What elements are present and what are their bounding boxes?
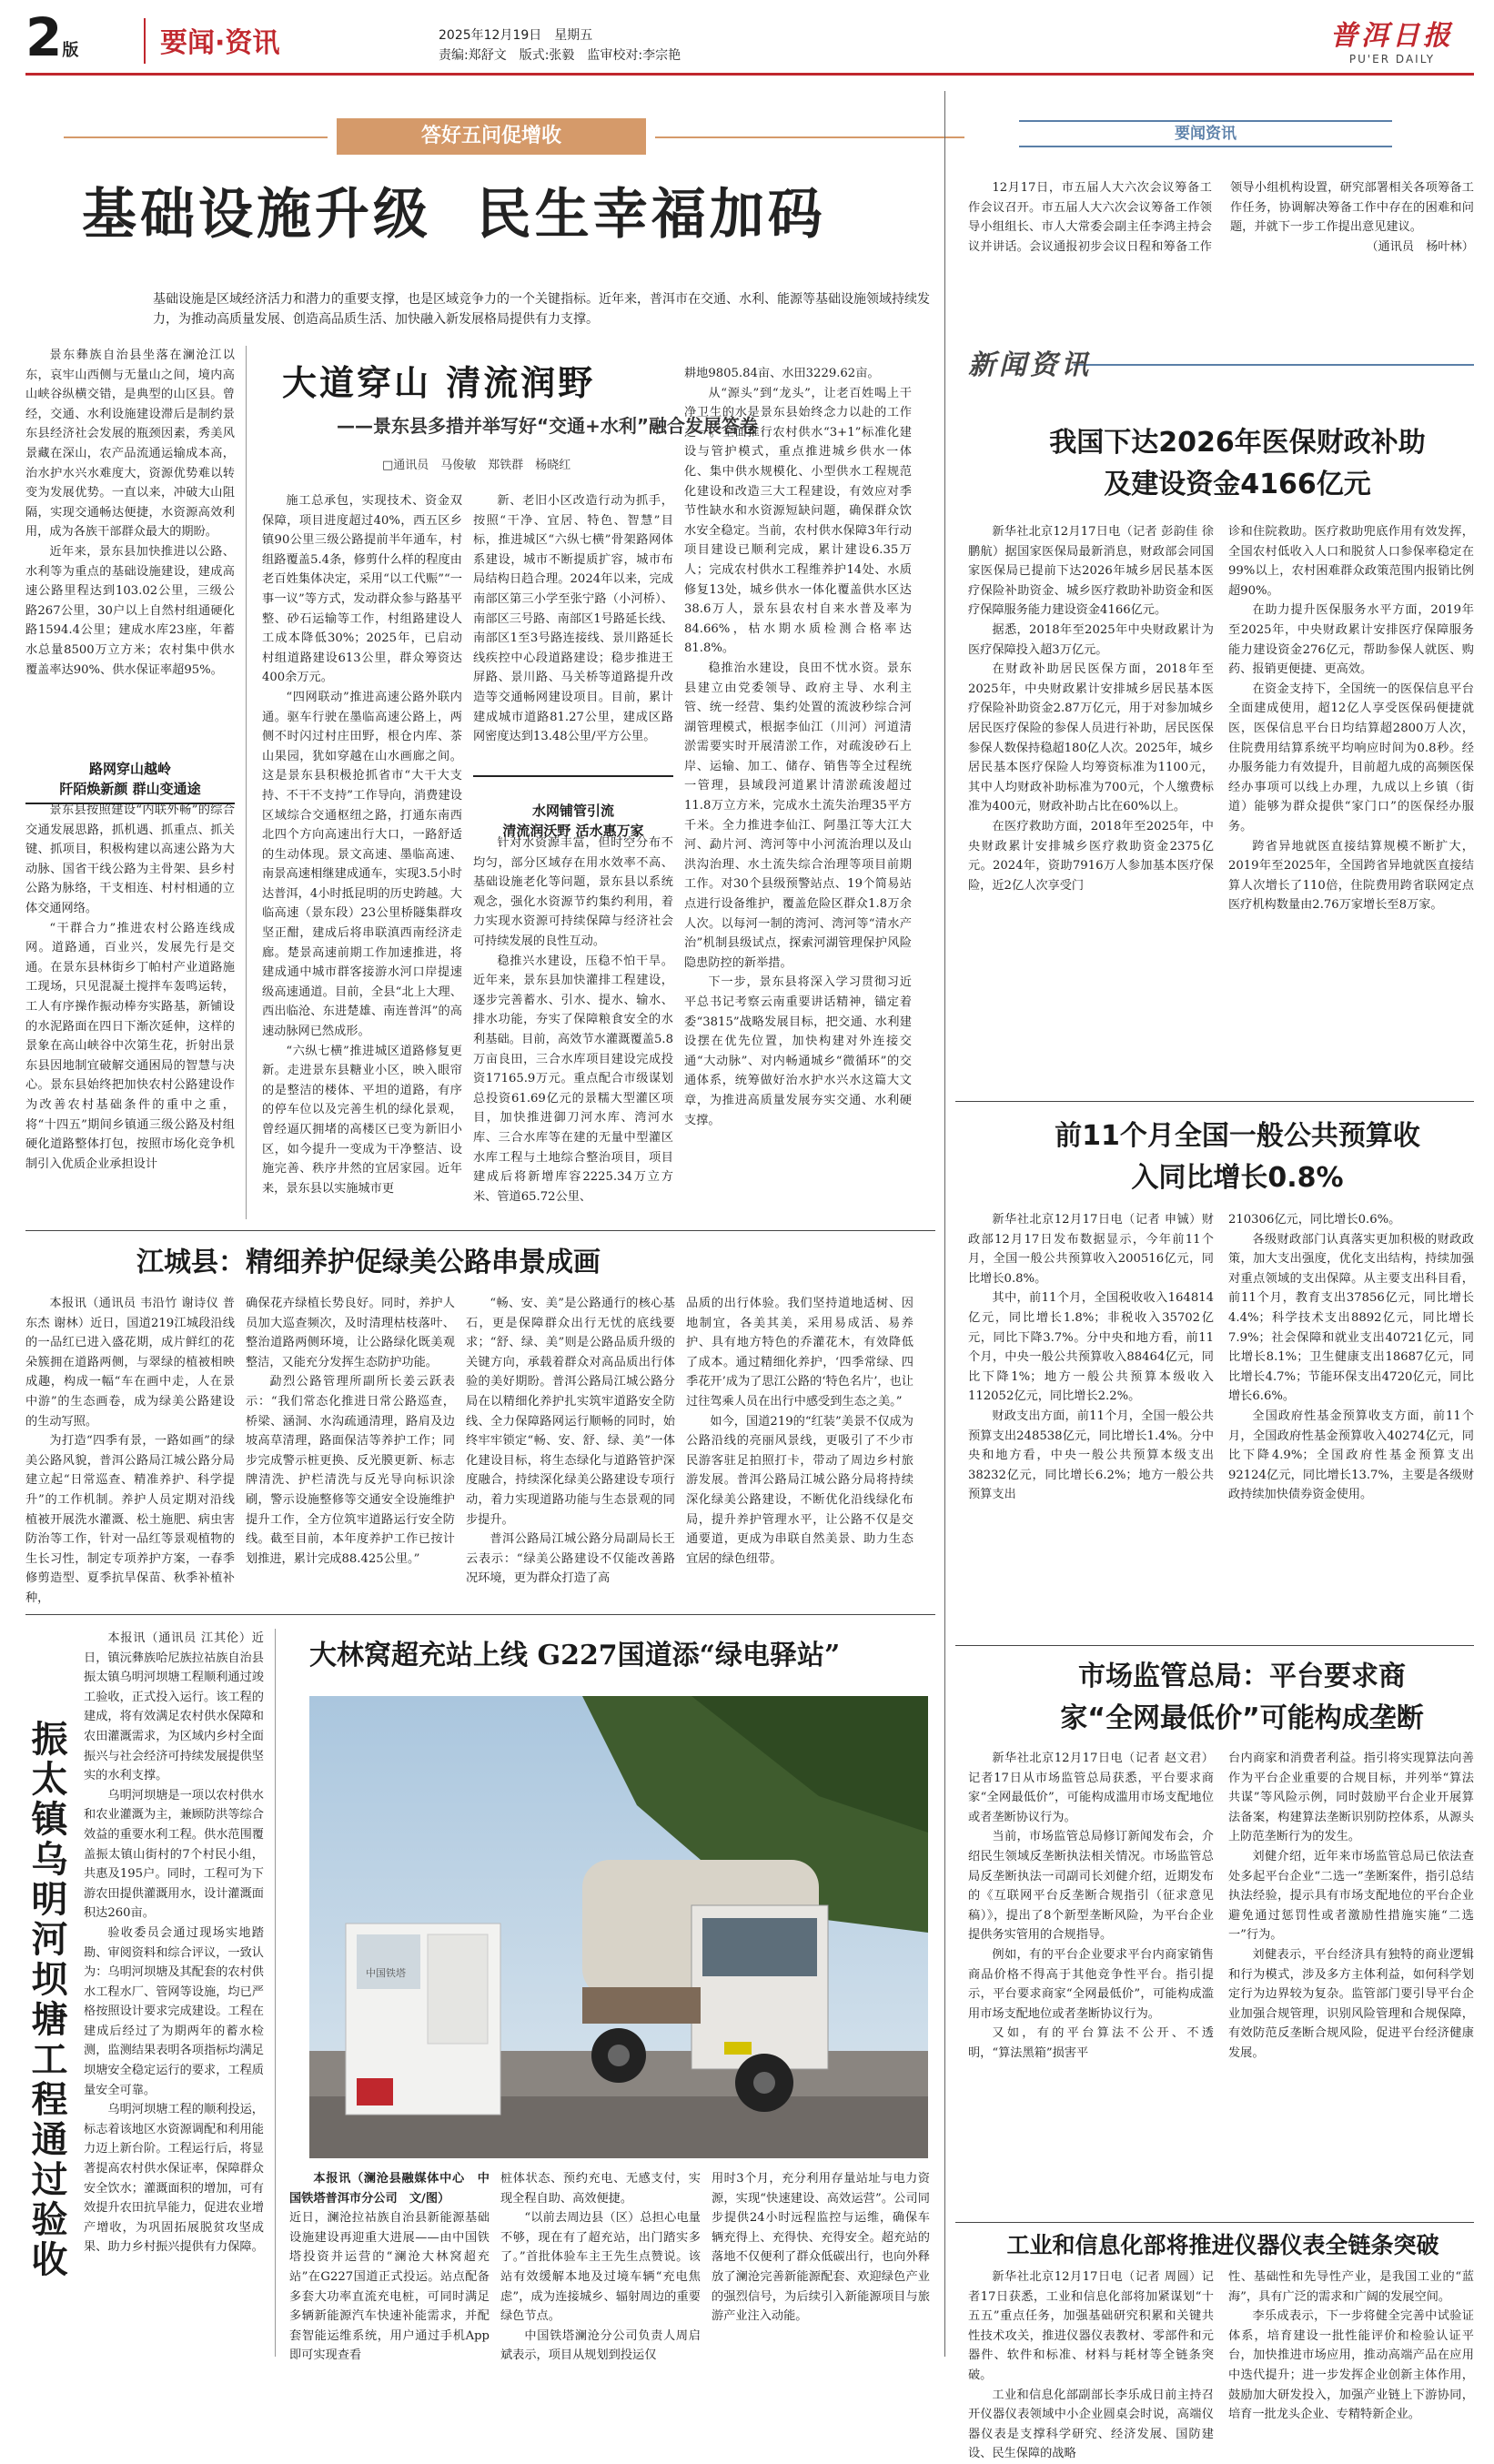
right-column-rule [944, 91, 945, 2357]
a1-col1-top: 景东彝族自治县坐落在澜沧江以东，哀牢山西侧与无量山之间，境内高山峡谷纵横交错，是典型的山区县。曾经，交通、水利设施建设滞后是制约景东县经济社会发展的瓶颈因素，秀美风景藏在深山，农产品流通运输成本高，治水护水兴水难度大，资源优势难以转变为发展优势。一直以来，冲破大山阻隔，实现交通畅达便捷，水资源高效利用，成为各族干部群众最大的期盼。 近年来，景东县加快推进以公路、水利等为重点的基础设施建设，建成高速公路里程达到103.02公里，三级公路267公里，30户以上自然村组通硬化路1594.4公里；建成水库23座，年蓄水总量8500万立方米；农村集中供水覆盖率达90%、供水保证率超95%。 [25, 348, 235, 677]
a4-byline: 本报讯（澜沧县融媒体中心 中国铁塔普洱市分公司 文/图） [289, 2172, 490, 2206]
page-number: 2版 [25, 6, 79, 68]
a1-subhead-roads: 路网穿山越岭 阡陌焕新颜 群山变通途 [25, 739, 235, 804]
a2-col3: “畅、安、美”是公路通行的核心基石，更是保障群众出行无忧的底线要求；“舒、绿、美”则是公路品质升级的关键方向，承载着群众对高品质出行体验的美好期盼。普洱公路局江城公路分局在以精细化养护扎实筑牢道路安全防线、全力保障路网运行顺畅的同时，始终牢牢锁定“畅、安、舒、绿、美”一体化建设目标，将生态绿化与道路管护深度融合，持续深化绿美公路建设专项行动，着力实现道路功能与生态景观的同步提升。 普洱公路局江城公路分局副局长王云表示：“绿美公路建设不仅能改善路况环境，更为群众打造了高 [466, 1297, 675, 1586]
n1-rule [955, 1101, 1474, 1102]
newsbar: 新闻资讯 [955, 337, 1474, 391]
brief-body: 12月17日，市五届人大六次会议筹备工作会议召开。市五届人大六次会议筹备工作领导小组组长、市人大常委会副主任李鸿主持会议并讲话。会议通报初步会议日程和筹备工作领导小组机构设置，研究部署相关各项筹备工作任务，协调解决筹备工作中存在的困难和问题，并就下一步工作提出意见建议。 （通讯员 杨叶林） [968, 181, 1474, 254]
n2-col1: 新华社北京12月17日电（记者 申铖）财政部12月17日发布数据显示，今年前11个月，全国一般公共预算收入200516亿元，同比增长0.8%。 其中，前11个月，全国税收收入164814亿元，同比增长1.8%；非税收入35702亿元，同比下降3.7%。分中央和地方看，前11个月，中央一般公共预算收入88464亿元，同比下降1%；地方一般公共预算本级收入112052亿元，同比增长2.2%。 财政支出方面，前11个月，全国一般公共预算支出248538亿元，同比增长1.4%。分中央和地方看，中央一般公共预算本级支出38232亿元，同比增长6.2%；地方一般公共预算支出 [968, 1213, 1214, 1502]
n2-col2: 210306亿元，同比增长0.6%。 各级财政部门认真落实更加积极的财政政策，加大支出强度，优化支出结构，持续加强对重点领域的支出保障。从主要支出科目看，前11个月，教育支出37856亿元，同比增长4.4%；科学技术支出8892亿元，同比增长7.9%；社会保障和就业支出40721亿元，同比增长8.1%；卫生健康支出18687亿元，同比增长4.7%；节能环保支出4720亿元，同比增长6.6%。 全国政府性基金预算收支方面，前11个月，全国政府性基金预算收入40274亿元，同比下降4.9%；全国政府性基金预算支出92124亿元，同比增长13.7%，主要是各级财政持续加快债券资金使用。 [1228, 1213, 1474, 1502]
a4-col2: 桩体状态、预约充电、无感支付，实现全程自助、高效便捷。 “以前去周边县（区）总担心电量不够，现在有了超充站，出门踏实多了。”首批体验车主王先生点赞说。该站有效缓解本地及过境车辆“充电焦虑”，成为连接城乡、辐射周边的重要绿色节点。 中国铁塔澜沧分公司负责人周启斌表示，项目从规划到投运仅 [500, 2172, 701, 2363]
a3-body: 本报讯（通讯员 江其伦）近日，镇沅彝族哈尼族拉祜族自治县振太镇乌明河坝塘工程顺利通过竣工验收，正式投入运行。该工程的建成，将有效满足农村供水保障和农田灌溉需求，为区域内乡村全面振兴与社会经济可持续发展提供坚实的水利支撑。 乌明河坝塘是一项以农村供水和农业灌溉为主，兼顾防洪等综合效益的重要水利工程。供水范围覆盖振太镇山街村的7个村民小组，共惠及195户。同时，工程可为下游农田提供灌溉用水，设计灌溉面积达260亩。 验收委员会通过现场实地踏勘、审阅资料和综合评议，一致认为：乌明河坝塘及其配套的农村供水工程水厂、管网等设施，均已严格按照设计要求完成建设。工程在建成后经过了为期两年的蓄水检测，监测结果表明各项指标均满足坝塘安全稳定运行的要求，工程质量安全可靠。 乌明河坝塘工程的顺利投运，标志着该地区水资源调配和利用能力迈上新台阶。工程运行后，将显著提高农村供水保证率，保障群众安全饮水；灌溉面积的增加，可有效提升农田抗旱能力，促进农业增产增收，为巩固拓展脱贫攻坚成果、助力乡村振兴提供有力保障。 [84, 1631, 264, 2255]
n4-col1: 新华社北京12月17日电（记者 周圆）记者17日获悉，工业和信息化部将加紧谋划“十五五”重点任务，加强基础研究积累和关键共性技术攻关，推进仪器仪表教材、零部件和元器件、软件和标准、材料与耗材等全链条突破。 工业和信息化部副部长李乐成日前主持召开仪器仪表领域中小企业圆桌会时说，高端仪器仪表是支撑科学研究、经济发展、国防建设、民生保障的战略 [968, 2270, 1214, 2461]
n4-col2: 性、基础性和先导性产业，是我国工业的“蓝海”，具有广泛的需求和广阔的发展空间。 李乐成表示，下一步将健全完善中试验证体系，培育建设一批性能评价和检验认证平台，加快推进市场应用，推动高端产品在应用中迭代提升；进一步发挥企业创新主体作用，鼓励加大研发投入，加强产业链上下游协同，培育一批龙头企业、专精特新企业。 [1228, 2270, 1474, 2422]
n2-title: 前11个月全国一般公共预算收入同比增长0.8% [1055, 1120, 1420, 1194]
n3-rule [955, 2222, 1474, 2223]
a3-rule [275, 1629, 276, 2357]
a1-col3-top: 新、老旧小区改造行动为抓手，按照“干净、宜居、特色、智慧”目标，推进城区“六纵七横”骨架路网体系建设，城市不断提质扩容，城市布局结构日趋合理。2024年以来，完成南部区第三小学至张宁路（小河桥）、南部区三号路、南部区1号路延长线、南部区1至3号路连接线、景川路延长线疾控中心段道路建设；稳步推进王屏路、景川路、马关桥等道路提升改造等交通畅网建设项目。目前，累计建成城市道路81.27公里，建成区路网密度达到13.48公里/平方公里。 [473, 494, 673, 744]
a1-bottom-rule [25, 1230, 935, 1231]
a4-title: 大林窝超充站上线 G227国道添“绿电驿站” [309, 1640, 841, 1671]
charging-station-photo [309, 1696, 928, 2158]
section-title: 要闻·资讯 [160, 27, 280, 59]
masthead-divider [144, 18, 146, 64]
a2-bottom-rule [25, 1614, 935, 1615]
a1-col3-bottom: 针对水资源丰富，但时空分布不均匀，部分区域存在用水效率不高、基础设施老化等问题，景东县以系统观念，强化水资源节约集约利用，着力实现水资源可持续保障与经济社会可持续发展的良性互动。 稳推兴水建设，压稳不怕干旱。近年来，景东县加快灌排工程建设，逐步完善蓄水、引水、提水、输水、排水功能，夯实了保障粮食安全的水利基础。目前，高效节水灌溉覆盖5.8万亩良田，三合水库项目建设完成投资17165.9万元。重点配合市级谋划总投资61.69亿元的景糯大型灌区项目，加快推进御刀河水库、湾河水库、三合水库等在建的无量中型灌区水库工程与土地综合整治项目，项目建成后将新增库容2225.34万立方米、管道65.72公里、 [473, 836, 673, 1204]
a2-col1: 本报讯（通讯员 韦沿竹 谢诗仪 普东杰 谢林）近日，国道219江城段沿线的一品红已进入盛花期，成片鲜红的花朵簇拥在道路两侧，与翠绿的植被相映成趣，构成一幅“车在画中走，人在景中游”的生态画卷，成为绿美公路建设的生动写照。 为打造“四季有景，一路如画”的绿美公路风貌，普洱公路局江城公路分局建立起“日常巡查、精准养护、科学提升”的工作机制。养护人员定期对沿线植被开展洗水灌溉、松土施肥、病虫害防治等工作，针对一品红等景观植物的生长习性，制定专项养护方案，一春季修剪造型、夏季抗旱保苗、秋季补植补种， [25, 1297, 235, 1605]
a1-col4: 耕地9805.84亩、水田3229.62亩。 从“源头”到“龙头”，让老百姓喝上干净卫生的水是景东县始终念力以赴的工作之一。全面推行农村供水“3+1”标准化建设与管护模式，重点推进城乡供水一体化、集中供水规模化、小型供水工程规范化建设和改造三大工程建设，有效应对季节性缺水和水资源短缺问题，确保群众饮水安全稳定。当前，农村供水保障3年行动项目建设已顺利完成，累计建设6.35万人；完成农村供水工程维养护14处、水质修复13处，城乡供水一体化覆盖供水区达38.6万人，景东县农村自来水普及率为84.66%，枯水期水质检测合格率达81.8%。 稳推治水建设，良田不忧水资。景东县建立由党委领导、政府主导、水利主管、统一经营、集约处置的流波秒综合河湖管理模式，根据李仙江（川河）河道清淤需要实时开展清淤工作，对疏浚砂石上岸、运输、加工、储存、销售等全过程统一管理，县域段河道累计清淤疏浚超过11.8万立方米，完成水土流失治理35平方千米。全力推进李仙江、阿墨江等大江大河、勐片河、湾河等中小河流治理以及山洪沟治理、水土流失综合治理等项目前期工作。对30个县级预警站点、19个简易站点进行设备维护，覆盖危险区群众1.8万余人次。以每河一制的湾河、湾河等“清水产治”机制县级试点，探索河湖管理保护风险隐患防控的新举措。 下一步，景东县将深入学习贯彻习近平总书记考察云南重要讲话精神，锚定着委“3815”战略发展目标，把交通、水利建设摆在优先位置，加快构建对外连接交通“大动脉”、对内畅通城乡“微循环”的交通体系，统筹做好治水护水兴水这篇大文章，为推进高质量发展夯实交通、水利硬支撑。 [684, 367, 912, 1127]
n1-title: 我国下达2026年医保财政补助及建设资金4166亿元 [1049, 427, 1426, 500]
page-unit: 版 [62, 41, 79, 60]
banner-lead: 基础设施是区域经济活力和潜力的重要支撑，也是区域竞争力的一个关键指标。近年来，普洱市在交通、水利、能源等基础设施领域持续发力，为推动高质量发展、创造高品质生活、加快融入新发展格局提供有力支撑。 [153, 292, 930, 327]
a1-byline: □通讯员 马俊敏 郑铁群 杨晓红 [382, 459, 571, 472]
station-sign: 中国铁塔 [366, 1967, 406, 1979]
masthead-rule [25, 73, 1474, 76]
n3-title: 市场监管总局：平台要求商家“全网最低价”可能构成垄断 [1060, 1661, 1424, 1734]
a1-subtitle: ——景东县多措并举写好“交通+水利”融合发展答卷 [337, 415, 759, 437]
n1-col2: 诊和住院救助。医疗救助兜底作用有效发挥，全国农村低收入人口和脱贫人口参保率稳定在99%以上，农村困难群众政策范围内报销比例超90%。 在助力提升医保服务水平方面，2019年至2025年，中央财政累计安排医疗保障服务能力建设资金276亿元，帮助参保人就医、购药、报销更便捷、更高效。 在资金支持下，全国统一的医保信息平台全面建成使用，超12亿人享受医保码便捷就医，医保信息平台日均结算超2800万人次，住院费用结算系统平均响应时间为0.8秒。经办服务能力有效提升，目前超九成的高频医保经办事项可以线上办理，九成以上乡镇（街道）能够为群众提供“家门口”的医保经办服务。 跨省异地就医直接结算规模不断扩大，2019年至2025年，全国跨省异地就医直接结算人次增长了110倍，住院费用跨省联网定点医疗机构数量由2.76万家增长至8万家。 [1228, 525, 1474, 913]
a1-title: 大道穿山 清流润野 [282, 362, 596, 403]
a4-photo [309, 1696, 928, 2158]
a4-col1: 本报讯（澜沧县融媒体中心 中国铁塔普洱市分公司 文/图） 近日，澜沧拉祜族自治县新能源基础设施建设再迎重大进展——由中国铁塔投资并运营的“澜沧大林窝超充站”在G227国道正式投运。站点配备多套大功率直流充电桩，可同时满足多辆新能源汽车快速补能需求，并配套智能运维系统，用户通过手机App即可实现查看 [289, 2169, 490, 2357]
kicker-line-left [64, 136, 328, 138]
a4-col3: 用时3个月，充分利用存量站址与电力资源，实现“快速建设、高效运营”。公司同步提供24小时远程监控与运维，确保车辆充得上、充得快、充得安全。超充站的落地不仅便利了群众低碳出行，也向外释放了澜沧完善新能源配套、欢迎绿色产业的强烈信号，为后续引入新能源项目与旅游产业注入动能。 [712, 2172, 930, 2324]
a1-subhead-water: 水网铺管引流 清流润沃野 活水惠万家 [473, 775, 673, 841]
banner-kicker: 答好五问促增收 [337, 118, 646, 155]
a1-rule-1 [246, 346, 247, 1219]
a2-col4: 品质的出行体验。我们坚持道地适树、因地制宜，各美其美，采用易成活、易养护、具有地方特色的乔灌花木，有效降低了成本。通过精细化养护，‘四季常绿、四季花开’成为了思江公路的‘特色名片’，也让过往驾乘人员在出行中感受到生态之美。” 如今，国道219的“红装”美景不仅成为公路沿线的亮丽风景线，更吸引了不少市民游客驻足拍照打卡，带动了周边乡村旅游发展。普洱公路局江城公路分局将持续深化绿美公路建设，不断优化沿线绿化布局，提升养护管理水平，让公路不仅是交通要道，更成为串联自然美景、助力生态宜居的绿色纽带。 [686, 1297, 914, 1566]
n3-col1: 新华社北京12月17日电（记者 赵文君）记者17日从市场监管总局获悉，平台要求商家“全网最低价”，可能构成滥用市场支配地位或者垄断协议行为。 当前，市场监管总局修订新闻发布会，介绍民生领域反垄断执法相关情况。市场监管总局反垄断执法一司副司长刘健介绍，近期发布的《互联网平台反垄断合规指引（征求意见稿）》，提出了8个新型垄断风险，为平台企业提供务实管用的合规指导。 例如，有的平台企业要求平台内商家销售商品价格不得高于其他竞争性平台。指引提示，平台要求商家“全网最低价”，可能构成滥用市场支配地位或者垄断协议行为。 又如，有的平台算法不公开、不透明，“算法黑箱”损害平 [968, 1752, 1214, 2060]
a2-col2: 确保花卉绿植长势良好。同时，养护人员加大巡查频次，及时清理枯枝落叶、整治道路两侧环境，让公路绿化既美观整洁，又能充分发挥生态防护功能。 勐烈公路管理所副所长姜云跃表示：“我们常态化推进日常公路巡查，桥梁、涵洞、水沟疏通清理，路肩及边坡高草清理，路面保洁等养护工作；同步完成警示桩更换、反光膜更新、标志牌清洗、护栏清洗与反光导向标识涂刷，警示设施整修等交通安全设施维护提升工作，全方位筑牢道路运行安全防线。截至目前，本年度养护工作已按计划推进，累计完成88.425公里。” [246, 1297, 455, 1566]
editor-credits: 责编:郑舒文 版式:张毅 监审校对:李宗艳 [439, 48, 681, 63]
brief-header: 要闻资讯 [1019, 120, 1392, 147]
n4-title: 工业和信息化部将推进仪器仪表全链条突破 [1006, 2232, 1439, 2258]
a1-col2: 施工总承包，实现技术、资金双保障，项目进度超过40%，西五区乡镇90公里三级公路提前半年通车，村组路覆盖5.4条，修剪什么样的程度由老百姓集体决定，采用“以工代赈”“一事一议”等方式，发动群众参与路基平整、砂石运输等工作，村组路建设人工成本降低30%；2025年，已启动村组道路建设613公里，群众筹资达400余万元。 “四网联动”推进高速公路外联内通。驱车行驶在墨临高速公路上，两侧不时闪过村庄田野，根仓内库、茶山果园，犹如穿越在山水画廊之间。这是景东县积极抢抓省市“大干大支持、不干不支持”工作导向，消费建设区域综合交通枢纽之路，打通东南西北四个方向高速出行大口，一路舒适的生动体现。景文高速、墨临高速、南景高速相继建成通车，实现3.5小时达普洱，4小时抵昆明的历史跨越。大临高速（景东段）23公里桥隧集群攻坚正酣，建成后将串联滇西南经济走廊。楚景高速前期工作加速推进，将建成通中城市群客接游水河口岸提速级高速通道。目前，全县“北上大理、西出临沧、东进楚雄、南连普洱”的高速动脉网已然成形。 “六纵七横”推进城区道路修复更新。走进景东县糖业小区，映入眼帘的是整洁的楼体、平坦的道路，有序的停车位以及完善生机的绿化景观，曾经逼仄拥堵的高楼区已变为新旧小区，如今提升一变成为干净整洁、设施完善、秩序井然的宜居家园。近年来，景东县以实施城市更 [262, 494, 462, 1196]
n3-col2: 台内商家和消费者利益。指引将实现算法向善作为平台企业重要的合规目标，并列举“算法共谋”等风险示例，同时鼓励平台企业开展算法备案，构建算法垄断识别防控体系，从源头上防范垄断行为的发生。 刘健介绍，近年来市场监管总局已依法查处多起平台企业“二选一”垄断案件，指引总结执法经验，提示具有市场支配地位的平台企业避免通过惩罚性或者激励性措施实施“二选一”行为。 刘健表示，平台经济具有独特的商业逻辑和行为模式，涉及多方主体利益，如何科学划定行为边界较为复杂。监管部门要引导平台企业加强合规管理，识别风险管理和合规保障，有效防范反垄断合规风险，促进平台经济健康发展。 [1228, 1752, 1474, 2060]
kicker-line-right [655, 136, 964, 138]
a2-title: 江城县：精细养护促绿美公路串景成画 [136, 1247, 601, 1278]
a3-title: 振太镇乌明河坝塘工程通过验收 [25, 1720, 67, 2280]
paper-logo: 普洱日报 PU'ER DAILY [1330, 20, 1454, 66]
a1-col1-bottom: 景东县按照建设“内联外畅”的综合交通发展思路，抓机遇、抓重点、抓关键、抓项目，积极构建以高速公路为大动脉、国省干线公路为主骨架、县乡村公路为脉络，干支相连、村村相通的立体交通网络。 “干群合力”推进农村公路连线成网。道路通，百业兴，发展先行是交通。在景东县林街乡丁帕村产业道路施工现场，只见混凝土搅拌车轰鸣运转，工人有序操作振动棒夯实路基，新铺设的水泥路面在四日下渐次延伸，这样的景象在高山峡谷中次第生花，折射出景东县因地制宜破解交通困局的智慧与决心。景东县始终把加快农村公路建设作为改善农村基础条件的重中之重，将“十四五”期间乡镇通三级公路及村组硬化道路整体打包，按照市场化竞争机制引入优质企业承担设计 [25, 803, 235, 1171]
n1-col1: 新华社北京12月17日电（记者 彭韵佳 徐鹏航）据国家医保局最新消息，财政部会同国家医保局已提前下达2026年城乡居民基本医疗保险补助资金、城乡医疗救助补助资金和医疗保障服务能力建设资金4166亿元。 据悉，2018年至2025年中央财政累计为医疗保障投入超3万亿元。 在财政补助居民医保方面，2018年至2025年，中央财政累计安排城乡居民基本医疗保险补助资金2.87万亿元，用于对参加城乡居民医疗保险的参保人员进行补助，居民医保参保人数保持稳超180亿人次。2025年，城乡居民基本医疗保险人均筹资标准为1100元，其中人均财政补助标准为700元，个人缴费标准为400元，财政补助占比在60%以上。 在医疗救助方面，2018年至2025年，中央财政累计安排城乡医疗救助资金2375亿元。2024年，资助7916万人参加基本医疗保险，近2亿人次享受门 [968, 525, 1214, 893]
main-headline: 基础设施升级 民生幸福加码 [82, 183, 826, 247]
issue-date: 2025年12月19日 星期五 [439, 28, 593, 43]
n2-rule [955, 1645, 1474, 1646]
